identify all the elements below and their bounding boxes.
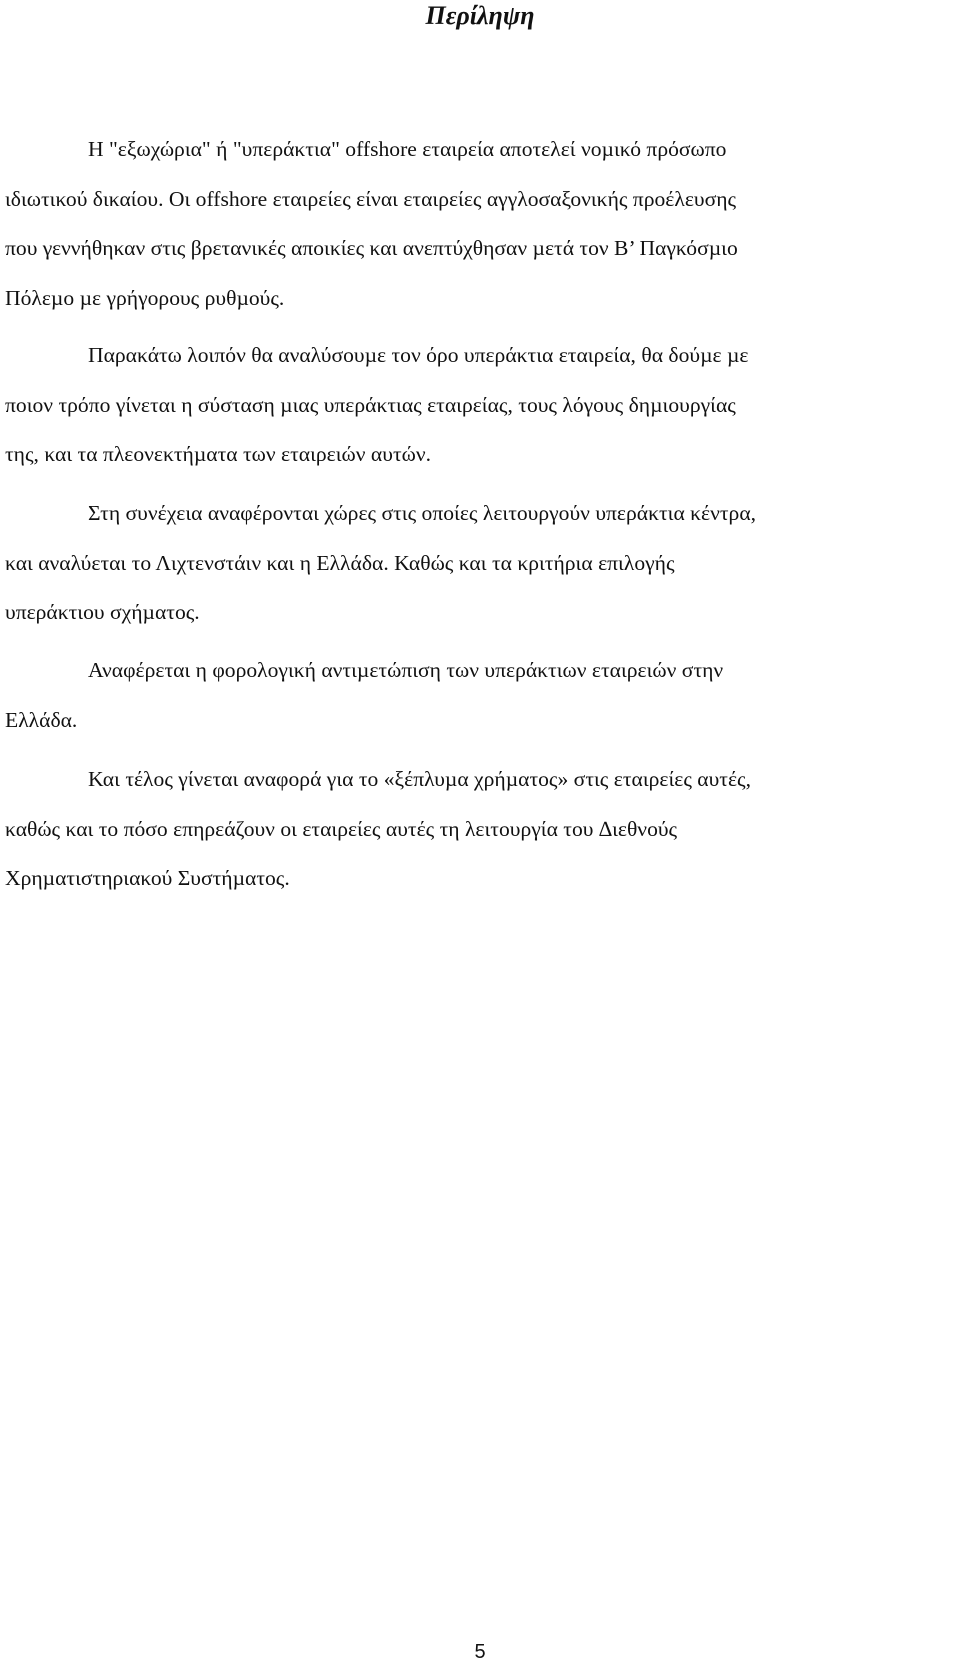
paragraph-line: καθώς και το πόσο επηρεάζουν οι εταιρείες αυτές τη λειτουργία του ∆ιεθνούς (5, 816, 678, 841)
paragraph-5 (5, 755, 950, 904)
paragraph-line: που γεννήθηκαν στις βρετανικές αποικίες και ανεπτύχθησαν µετά τον Β’ Παγκόσµιο (5, 236, 738, 260)
paragraph-line: και αναλύεται το Λιχτενστάιν και η Ελλάδα. Καθώς και τα κριτήρια επιλογής (5, 550, 675, 575)
paragraph-line: Πόλεµο µε γρήγορους ρυθµούς. (5, 285, 285, 310)
paragraph-line: ποιον τρόπο γίνεται η σύσταση µιας υπεράκτιας εταιρείας, τους λόγους δηµιουργίας (5, 392, 736, 417)
paragraph-2 (5, 331, 950, 480)
paragraph-line: Στη συνέχεια αναφέρονται χώρες στις οποίες λειτουργούν υπεράκτια κέντρα, (88, 501, 757, 525)
paragraph-line: Ελλάδα. (5, 707, 78, 732)
page-number: 5 (474, 1641, 486, 1663)
paragraph-line: της, και τα πλεονεκτήµατα των εταιρειών αυτών. (5, 442, 431, 466)
paragraph-4 (5, 646, 950, 745)
paragraph-line: Αναφέρεται η φορολογική αντιµετώπιση των υπεράκτιων εταιρειών στην (88, 658, 724, 682)
paragraph-3 (5, 489, 950, 638)
paragraph-line: Η "εξωχώρια" ή "υπεράκτια" offshore εταιρεία αποτελεί νοµικό πρόσωπο (88, 137, 727, 161)
paragraph-line: Χρηµατιστηριακού Συστήµατος. (5, 866, 290, 890)
paragraph-1 (5, 125, 950, 323)
page-title: Περίληψη (425, 1, 535, 30)
paragraph-line: υπεράκτιου σχήµατος. (5, 600, 200, 624)
paragraph-line: Και τέλος γίνεται αναφορά για το «ξέπλυµα χρήµατος» στις εταιρείες αυτές, (88, 767, 751, 791)
paragraph-line: ιδιωτικού δικαίου. Οι offshore εταιρείες είναι εταιρείες αγγλοσαξονικής προέλευσης (5, 186, 737, 211)
paragraph-line: Παρακάτω λοιπόν θα αναλύσουµε τον όρο υπεράκτια εταιρεία, θα δούµε µε (88, 343, 749, 367)
